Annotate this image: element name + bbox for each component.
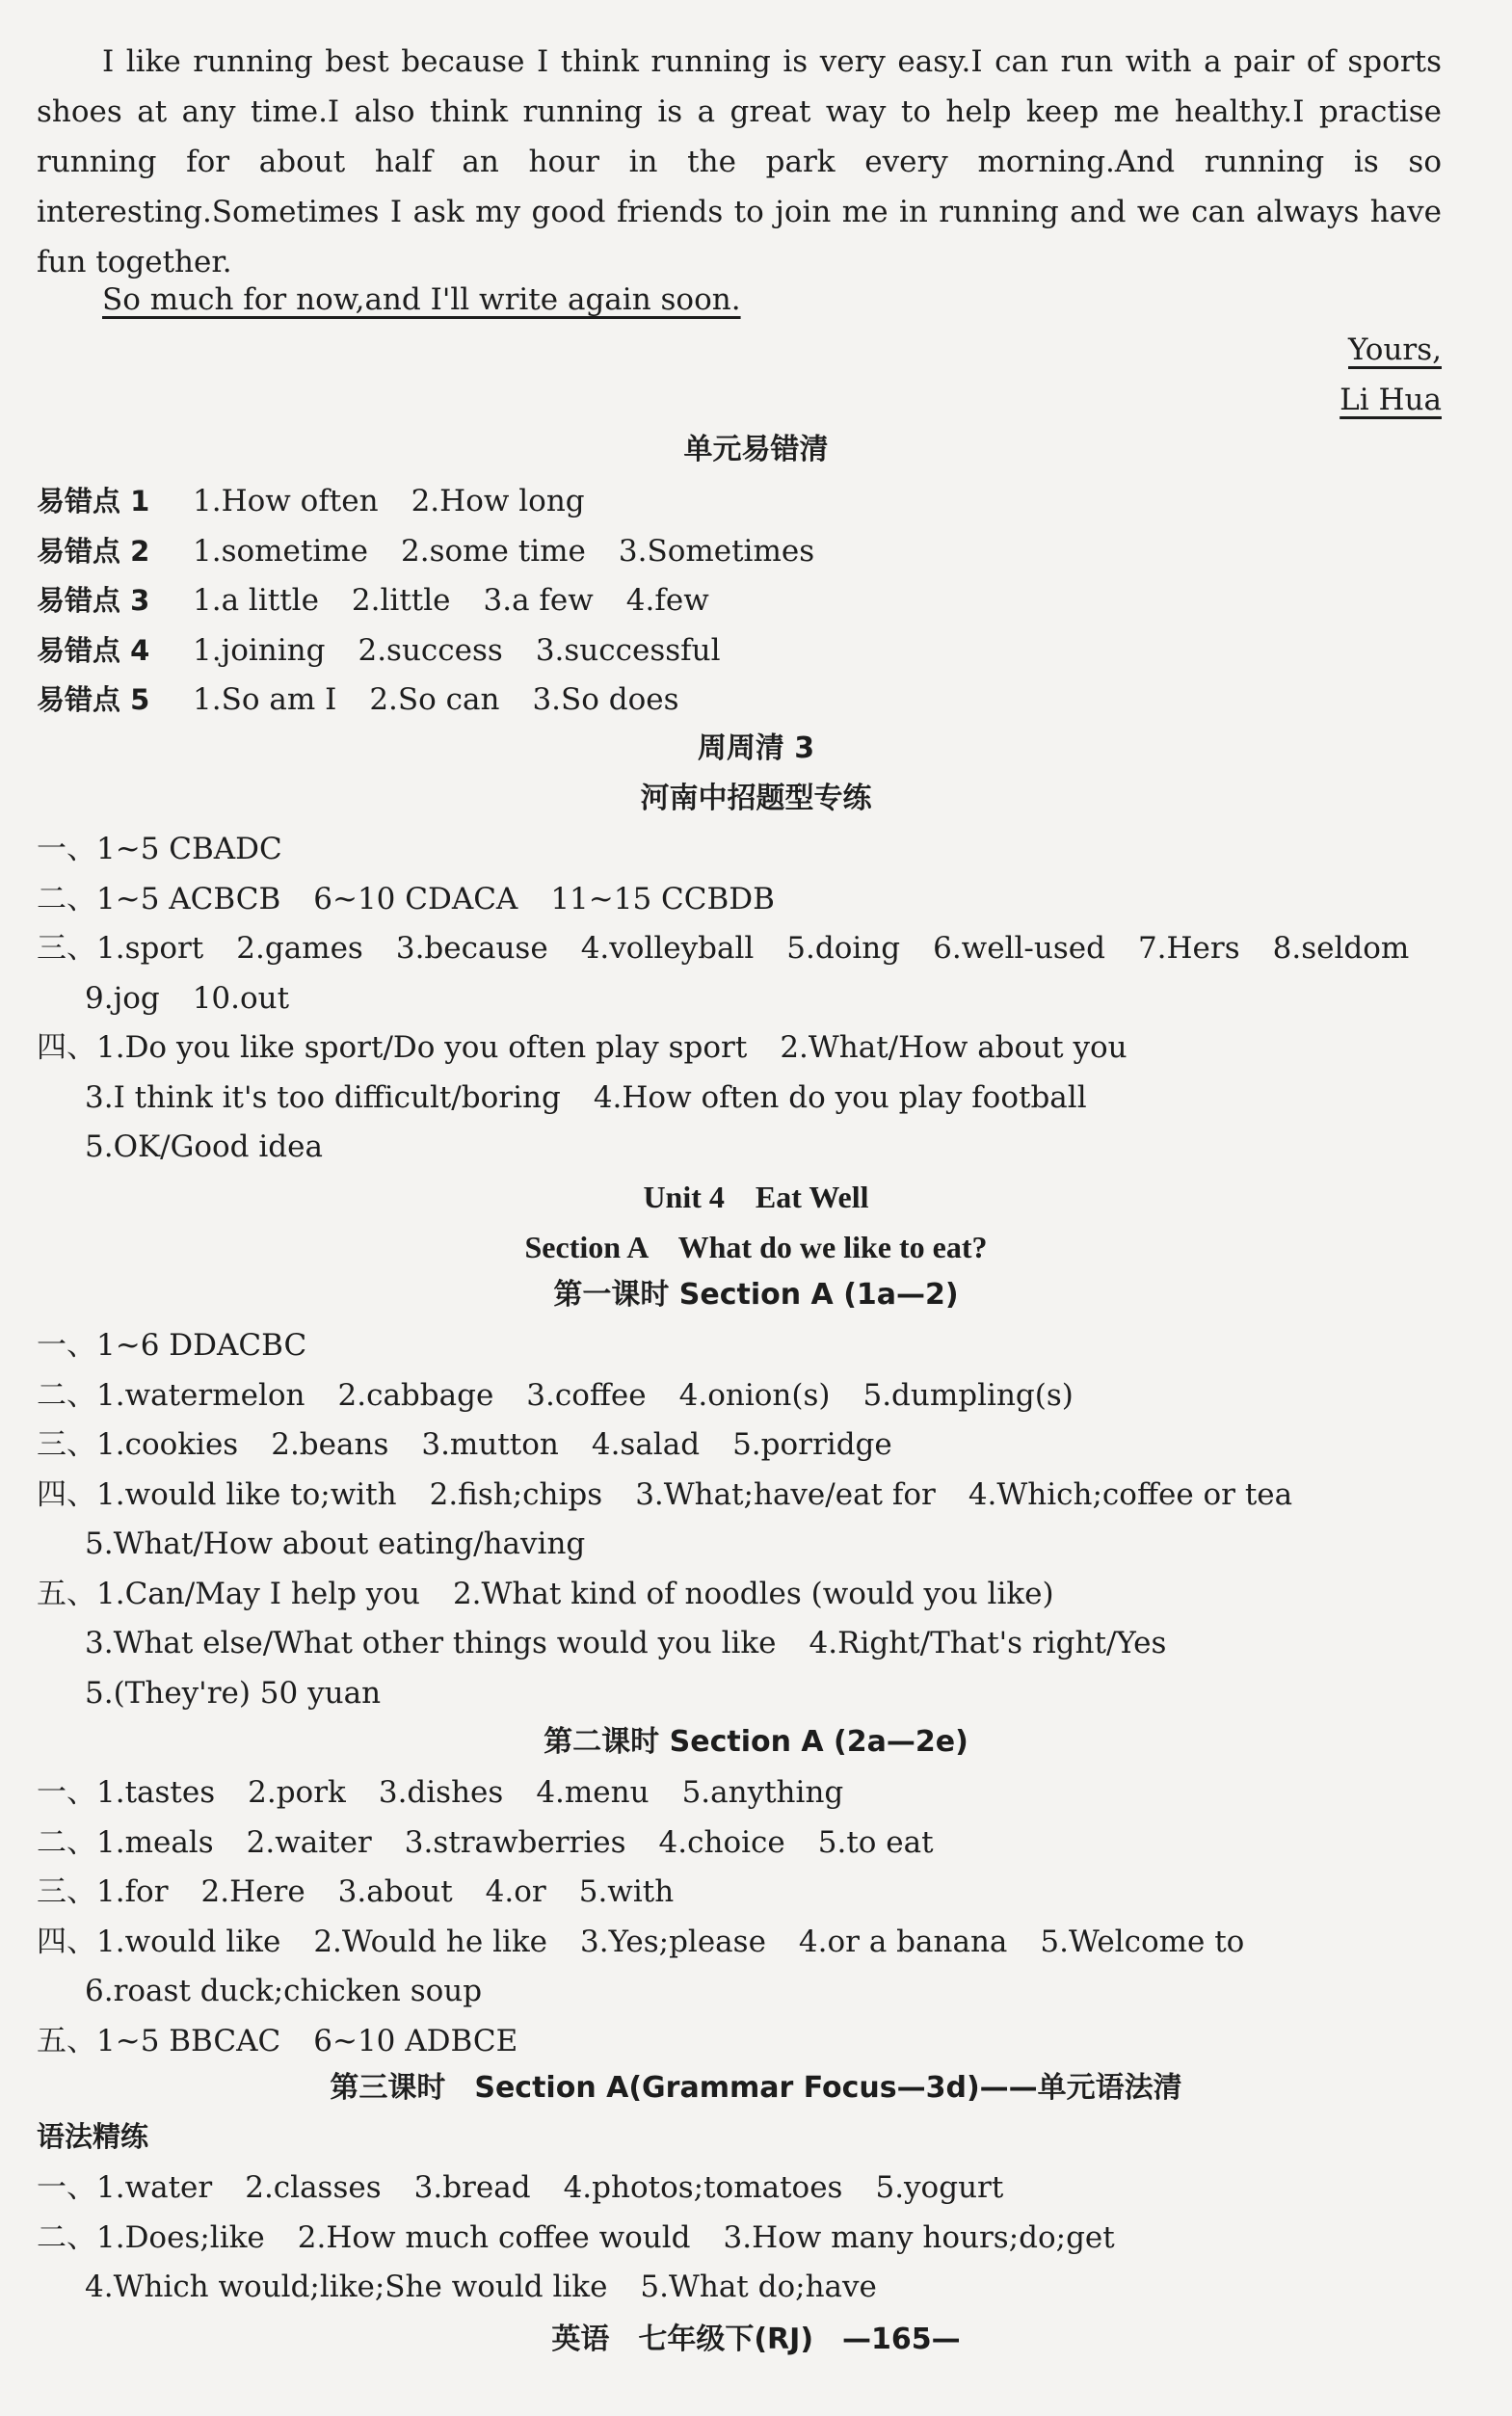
answer-item: 3.Yes;please <box>580 1924 766 1959</box>
answer-item: 3.bread <box>413 2170 531 2205</box>
answer-item: 五、1.Can/May I help you <box>37 1576 420 1611</box>
answer-item: 2.What/How about you <box>780 1030 1127 1065</box>
answer-item: 3.dishes <box>378 1775 504 1810</box>
answer-line <box>85 2272 877 2302</box>
error-label: 易错点 5 <box>37 683 150 716</box>
error-label: 易错点 2 <box>37 534 150 568</box>
answer-line <box>37 1824 934 1860</box>
letter-signature: Li Hua <box>1340 383 1442 417</box>
answer-item: 一、1.tastes <box>37 1775 216 1810</box>
error-row <box>37 583 709 618</box>
error-label: 易错点 4 <box>37 633 150 667</box>
unit-errors-title: 单元易错清 <box>683 433 829 466</box>
answer-item: 四、1.Do you like sport/Do you often play sport <box>37 1030 748 1065</box>
answer-item: 6~10 ADBCE <box>313 2023 518 2058</box>
answer-item: 3.about <box>337 1874 453 1909</box>
answer-item: 2.classes <box>245 2170 382 2205</box>
answer-item: 4.choice <box>658 1824 785 1860</box>
answer-item: 3.What else/What other things would you like <box>85 1626 777 1660</box>
answer-item: 四、1.would like to;with <box>37 1476 397 1512</box>
answer-item: 1.So am I <box>193 682 337 717</box>
answer-item: 4.or <box>485 1874 546 1909</box>
answer-item: 4.few <box>625 583 709 618</box>
answer-item: 4.volleyball <box>580 931 755 966</box>
error-row <box>37 682 679 717</box>
answer-item: 二、1~5 ACBCB <box>37 881 281 916</box>
answer-item: 5.to eat <box>817 1824 934 1860</box>
answer-item: 1.a little <box>193 583 319 618</box>
answer-item: 6.roast duck;chicken soup <box>85 1974 483 2008</box>
answer-item: 5.What/How about eating/having <box>85 1527 586 1561</box>
answer-line <box>37 2219 1115 2255</box>
answer-line <box>37 1576 1054 1611</box>
answer-item: 2.little <box>351 583 451 618</box>
answer-item: 2.success <box>358 632 503 668</box>
answer-item: 5.anything <box>681 1775 844 1810</box>
answer-item: 5.OK/Good idea <box>85 1129 323 1164</box>
answer-item: 4.salad <box>591 1427 701 1462</box>
lesson2-title: 第二课时 Section A (2a—2e) <box>544 1725 968 1759</box>
answer-item: 5.What do;have <box>640 2270 877 2304</box>
answer-line <box>37 881 775 916</box>
answer-item: 2.What kind of noodles (would you like) <box>452 1576 1054 1611</box>
answer-item: 一、1.water <box>37 2170 213 2205</box>
answer-line <box>85 1675 382 1711</box>
answer-item: 5.dumpling(s) <box>862 1377 1074 1413</box>
answer-item: 三、1.sport <box>37 931 204 966</box>
answer-item: 3.What;have/eat for <box>635 1476 936 1512</box>
answer-item: 2.Would he like <box>313 1924 548 1959</box>
answer-item: 3.a few <box>483 583 594 618</box>
answer-item: 1.joining <box>193 632 326 668</box>
answer-item: 4.Which;coffee or tea <box>968 1476 1293 1512</box>
answer-item: 1.How often <box>193 484 379 518</box>
answer-item: 2.fish;chips <box>429 1476 603 1512</box>
answer-line <box>37 1924 1245 1959</box>
answer-item: 2.So can <box>369 682 500 717</box>
weekly-title: 周周清 3 <box>697 731 815 765</box>
answer-item: 3.strawberries <box>404 1824 626 1860</box>
letter-paragraph <box>37 37 1442 287</box>
answer-line <box>85 1974 483 2008</box>
answer-item: 4.onion(s) <box>678 1377 831 1413</box>
answer-item: 3.because <box>395 931 548 966</box>
answer-line <box>37 1874 675 1909</box>
letter-closing: So much for now,and I'll write again soon. <box>102 282 741 317</box>
answer-item: 4.photos;tomatoes <box>563 2170 843 2205</box>
answer-item: 5.doing <box>786 931 901 966</box>
answer-line <box>37 1476 1293 1512</box>
answer-item: 二、1.meals <box>37 1824 214 1860</box>
answer-line <box>85 1529 585 1559</box>
error-label: 易错点 3 <box>37 584 150 617</box>
answer-line <box>37 2023 518 2058</box>
answer-item: 3.How many hours;do;get <box>723 2219 1115 2255</box>
answer-line <box>37 1030 1127 1065</box>
answer-line <box>37 1328 307 1363</box>
page-footer: 英语 七年级下(RJ) —165— <box>551 2323 961 2356</box>
answer-line <box>85 1626 1167 1660</box>
lesson3-title: 第三课时 Section A(Grammar Focus—3d)——单元语法清 <box>330 2071 1182 2105</box>
error-label: 易错点 1 <box>37 485 150 518</box>
answer-item: 二、1.Does;like <box>37 2219 265 2255</box>
answer-item: 2.cabbage <box>337 1377 494 1413</box>
error-row <box>37 533 815 569</box>
answer-line <box>37 931 1410 966</box>
answer-item: 五、1~5 BBCAC <box>37 2023 281 2058</box>
answer-item: 1.sometime <box>193 533 369 569</box>
answer-item: 四、1.would like <box>37 1924 281 1959</box>
answer-item: 2.How much coffee would <box>297 2219 691 2255</box>
answer-item: 3.So does <box>532 682 679 717</box>
error-row <box>37 484 585 518</box>
answer-line <box>85 1129 323 1164</box>
answer-item: 5.yogurt <box>875 2170 1004 2205</box>
answer-item: 2.pork <box>248 1775 346 1810</box>
letter-body: I like running best because I think running is very easy.I can run with a pair of sports shoes at any time.I also think running is a great way to help keep me healthy.I practise running for about half an hour in the park every morning.And running is so interesting.Sometimes I ask my good friends to join me in running and we can always have fun together. <box>37 44 1442 279</box>
answer-item: 2.games <box>236 931 363 966</box>
answer-item: 6.well-used <box>933 931 1105 966</box>
answer-item: 三、1.cookies <box>37 1427 239 1462</box>
answer-item: 3.I think it's too difficult/boring <box>85 1079 561 1115</box>
answer-item: 2.beans <box>271 1427 389 1462</box>
answer-item: 3.successful <box>535 632 721 668</box>
grammar-practice-heading: 语法精练 <box>37 2120 149 2153</box>
answer-item: 3.mutton <box>421 1427 559 1462</box>
error-row <box>37 632 721 668</box>
answer-line <box>37 1775 844 1810</box>
weekly-subtitle: 河南中招题型专练 <box>640 782 872 815</box>
unit4-section: Section A What do we like to eat? <box>524 1230 988 1264</box>
answer-line <box>37 832 282 866</box>
answer-item: 6~10 CDACA <box>313 881 518 916</box>
answer-item: 5.(They're) 50 yuan <box>85 1675 382 1711</box>
answer-line <box>37 2170 1004 2205</box>
answer-line <box>37 1377 1074 1413</box>
answer-item: 4.Which would;like;She would like <box>85 2270 608 2304</box>
answer-item: 4.or a banana <box>798 1924 1008 1959</box>
lesson1-title: 第一课时 Section A (1a—2) <box>553 1278 959 1312</box>
answer-item: 4.How often do you play football <box>593 1079 1087 1115</box>
answer-item: 2.How long <box>411 484 585 518</box>
answer-item: 4.Right/That's right/Yes <box>809 1626 1167 1660</box>
answer-item: 二、1.watermelon <box>37 1377 305 1413</box>
answer-item: 11~15 CCBDB <box>550 881 775 916</box>
unit4-title: Unit 4 Eat Well <box>643 1180 869 1214</box>
answer-item: 10.out <box>192 980 290 1016</box>
answer-item: 5.with <box>578 1874 675 1909</box>
answer-item: 4.menu <box>536 1775 650 1810</box>
answer-item: 7.Hers <box>1137 931 1240 966</box>
answer-item: 8.seldom <box>1272 931 1410 966</box>
answer-item: 5.Welcome to <box>1040 1924 1245 1959</box>
answer-item: 一、1~5 CBADC <box>37 832 282 866</box>
answer-item: 5.porridge <box>732 1427 892 1462</box>
answer-item: 3.coffee <box>526 1377 647 1413</box>
answer-line <box>85 1079 1087 1115</box>
answer-line <box>85 980 290 1016</box>
answer-item: 2.waiter <box>246 1824 372 1860</box>
answer-item: 2.some time <box>401 533 586 569</box>
answer-item: 2.Here <box>200 1874 305 1909</box>
answer-item: 9.jog <box>85 980 160 1016</box>
answer-item: 三、1.for <box>37 1874 169 1909</box>
answer-item: 3.Sometimes <box>618 533 815 569</box>
answer-line <box>37 1427 892 1462</box>
answer-item: 一、1~6 DDACBC <box>37 1328 307 1363</box>
letter-yours: Yours, <box>1348 332 1442 367</box>
